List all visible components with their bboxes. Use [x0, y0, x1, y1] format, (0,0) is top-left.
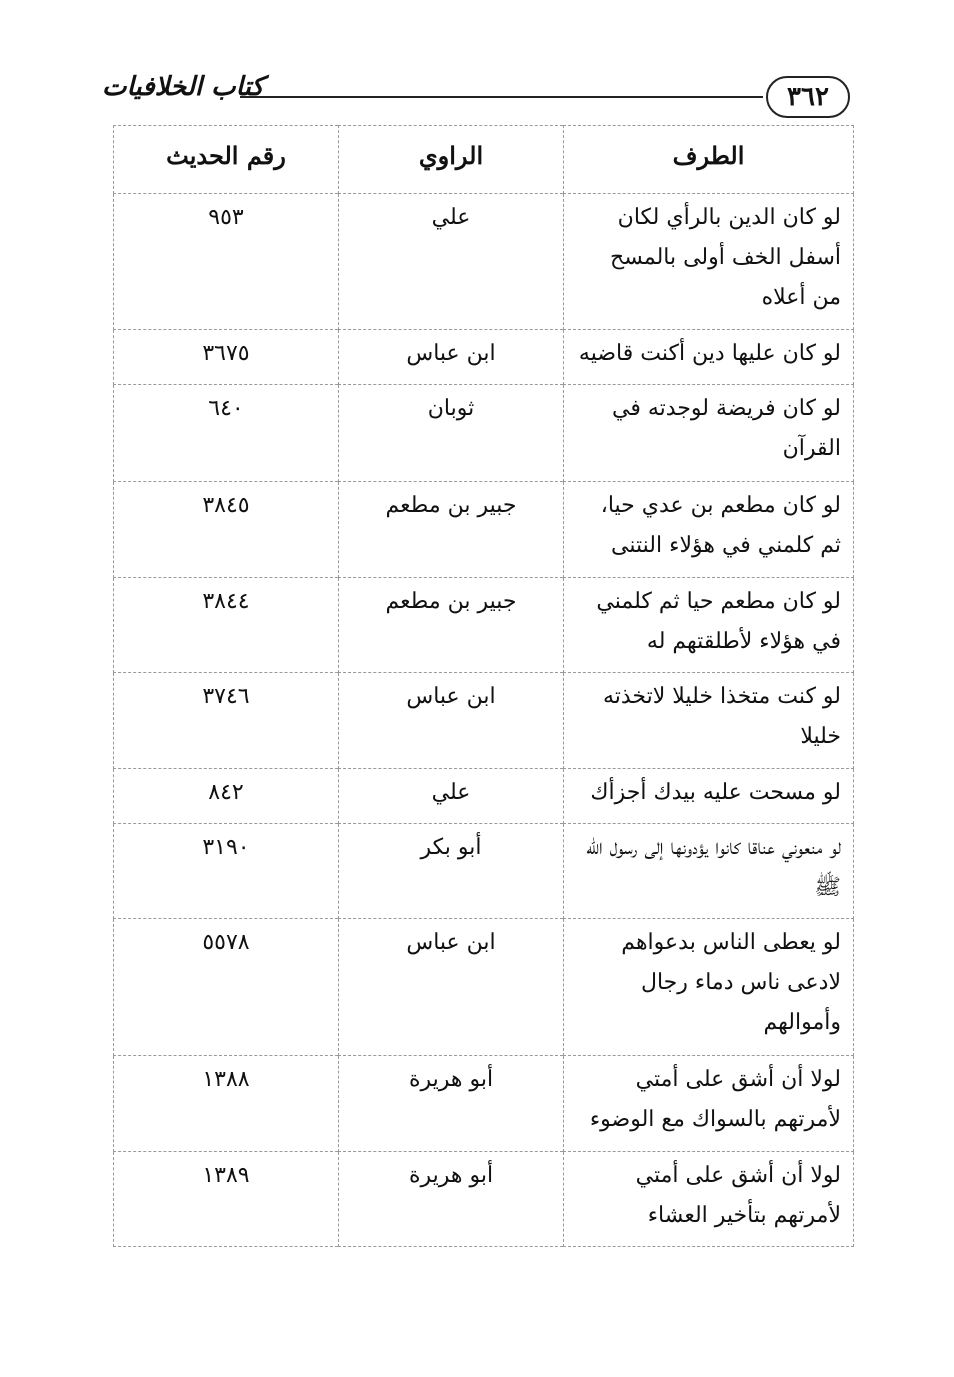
table-row: [114, 769, 854, 824]
hadith-number: ٣٧٤٦: [114, 673, 339, 769]
hadith-number: ١٣٨٩: [114, 1152, 339, 1247]
table-row: [114, 919, 854, 1056]
hadith-number: ٣١٩٠: [114, 824, 339, 919]
hadith-number: ١٣٨٨: [114, 1056, 339, 1152]
table-row: [114, 330, 854, 385]
column-header-number: رقم الحديث: [114, 126, 339, 194]
table-row: [114, 824, 854, 919]
table-header-row: [114, 126, 854, 194]
hadith-tarf: لولا أن أشق على أمتي لأمرتهم بتأخير العشاء: [564, 1152, 854, 1247]
hadith-tarf: لو كان مطعم حيا ثم كلمني في هؤلاء لأطلقتهم له: [564, 578, 854, 673]
hadith-narrator: أبو بكر: [339, 824, 564, 919]
hadith-narrator: ابن عباس: [339, 330, 564, 385]
hadith-number: ٣٨٤٥: [114, 482, 339, 578]
hadith-number: ٣٦٧٥: [114, 330, 339, 385]
hadith-index-table: [113, 125, 854, 1247]
table-row: [114, 578, 854, 673]
column-header-tarf: الطرف: [564, 126, 854, 194]
hadith-narrator: علي: [339, 769, 564, 824]
hadith-narrator: ثوبان: [339, 385, 564, 482]
header-rule: [240, 96, 763, 98]
table-row: [114, 1152, 854, 1247]
book-title: كتاب الخلافيات: [102, 72, 264, 102]
hadith-narrator: ابن عباس: [339, 919, 564, 1056]
hadith-number: ٨٤٢: [114, 769, 339, 824]
table-row: [114, 194, 854, 330]
table-row: [114, 482, 854, 578]
page-header: [100, 70, 855, 120]
hadith-tarf: لو كان الدين بالرأي لكان أسفل الخف أولى بالمسح من أعلاه: [564, 194, 854, 330]
hadith-tarf: لو كان مطعم بن عدي حيا، ثم كلمني في هؤلاء النتنى: [564, 482, 854, 578]
hadith-tarf: لو مسحت عليه بيدك أجزأك: [564, 769, 854, 824]
hadith-narrator: ابن عباس: [339, 673, 564, 769]
hadith-narrator: أبو هريرة: [339, 1056, 564, 1152]
column-header-rawi: الراوي: [339, 126, 564, 194]
table-row: [114, 385, 854, 482]
table-row: [114, 1056, 854, 1152]
hadith-tarf: لولا أن أشق على أمتي لأمرتهم بالسواك مع الوضوء: [564, 1056, 854, 1152]
hadith-narrator: أبو هريرة: [339, 1152, 564, 1247]
hadith-tarf: لو منعوني عناقا كانوا يؤدونها إلى رسول الله ﷺ: [564, 824, 854, 919]
hadith-narrator: جبير بن مطعم: [339, 578, 564, 673]
hadith-narrator: جبير بن مطعم: [339, 482, 564, 578]
hadith-number: ٥٥٧٨: [114, 919, 339, 1056]
hadith-number: ٣٨٤٤: [114, 578, 339, 673]
hadith-tarf: لو كان عليها دين أكنت قاضيه: [564, 330, 854, 385]
table-row: [114, 673, 854, 769]
hadith-tarf: لو كان فريضة لوجدته في القرآن: [564, 385, 854, 482]
hadith-narrator: علي: [339, 194, 564, 330]
hadith-tarf: لو يعطى الناس بدعواهم لادعى ناس دماء رجال وأموالهم: [564, 919, 854, 1056]
hadith-tarf: لو كنت متخذا خليلا لاتخذته خليلا: [564, 673, 854, 769]
hadith-number: ٩٥٣: [114, 194, 339, 330]
hadith-number: ٦٤٠: [114, 385, 339, 482]
page-number: ٣٦٢: [766, 76, 850, 118]
